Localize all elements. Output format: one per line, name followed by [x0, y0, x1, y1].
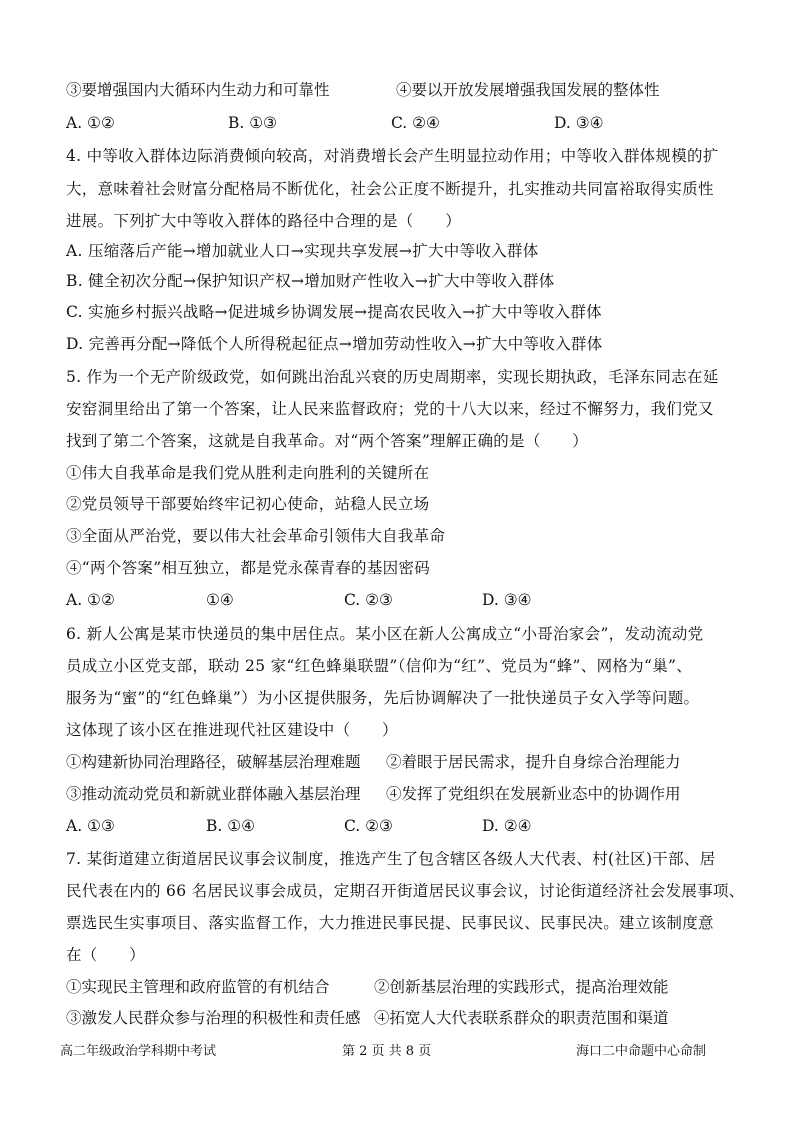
q6-option-c: C. ②③ [344, 817, 393, 835]
q4-option-b: B. 健全初次分配→保护知识产权→增加财产性收入→扩大中等收入群体 [66, 272, 555, 290]
footer-issuer: 海口二中命题中心命制 [576, 1044, 707, 1059]
q5-option-a: A. ①② [66, 591, 115, 609]
q5-stem-line-1: 5. 作为一个无产阶级政党，如何跳出治乱兴衰的历史周期率，实现长期执政，毛泽东同志在延 [66, 368, 719, 386]
footer-exam-title: 高二年级政治学科期中考试 [60, 1044, 217, 1059]
q6-stem-line-4: 这体现了该小区在推进现代社区建设中（ ） [66, 721, 398, 739]
q6-stem-line-1: 6. 新人公寓是某市快递员的集中居住点。某小区在新人公寓成立“小哥治家会”，发动流动党 [66, 625, 704, 643]
q6-statement-2: ②着眼于居民需求，提升自身综合治理能力 [386, 753, 681, 771]
q3-statement-4: ④要以开放发展增强我国发展的整体性 [396, 81, 660, 99]
q7-stem-line-4: 在（ ） [66, 946, 146, 964]
q3-option-d: D. ③④ [554, 114, 604, 132]
q7-stem-line-3: 票选民生实事项目、落实监督工作，大力推进民事民提、民事民议、民事民决。建立该制度意 [66, 914, 714, 932]
q3-option-b: B. ①③ [228, 114, 278, 132]
q4-stem-line-3: 进展。下列扩大中等收入群体的路径中合理的是（ ） [66, 212, 462, 230]
q5-option-c: C. ②③ [344, 591, 393, 609]
q3-option-c: C. ②④ [391, 114, 440, 132]
q6-stem-line-2: 员成立小区党支部，联动 25 家“红色蜂巢联盟”（信仰为“红”、党员为“蜂”、网格为“巢”、 [66, 657, 693, 675]
q7-stem-line-1: 7. 某街道建立街道居民议事会议制度，推选产生了包含辖区各级人大代表、村(社区)干部、居 [66, 850, 716, 868]
q7-stem-line-2: 民代表在内的 66 名居民议事会成员，定期召开街道居民议事会议，讨论街道经济社会发展事项、 [66, 882, 745, 900]
q7-statement-4: ④拓宽人大代表联系群众的职责范围和渠道 [374, 1009, 669, 1027]
q6-statement-3: ③推动流动党员和新就业群体融入基层治理 [66, 785, 361, 803]
q5-stem-line-2: 安窑洞里给出了第一个答案，让人民来监督政府；党的十八大以来，经过不懈努力，我们党又 [66, 400, 714, 418]
q6-statement-4: ④发挥了党组织在发展新业态中的协调作用 [386, 785, 681, 803]
q6-statement-1: ①构建新协同治理路径，破解基层治理难题 [66, 753, 361, 771]
q3-option-a: A. ①② [66, 114, 115, 132]
q6-option-b: B. ①④ [206, 817, 256, 835]
q5-statement-1: ①伟大自我革命是我们党从胜利走向胜利的关键所在 [66, 464, 430, 482]
q6-option-a: A. ①③ [66, 817, 115, 835]
q5-stem-line-3: 找到了第二个答案，这就是自我革命。对“两个答案”理解正确的是（ ） [66, 432, 589, 450]
q4-option-d: D. 完善再分配→降低个人所得税起征点→增加劳动性收入→扩大中等收入群体 [66, 335, 603, 353]
footer-page-number: 第 2 页 共 8 页 [342, 1044, 432, 1059]
page-footer [56, 1040, 736, 1060]
q6-stem-line-3: 服务为“蜜”的“红色蜂巢”）为小区提供服务，先后协调解决了一批快递员子女入学等问题。 [66, 689, 700, 707]
q4-stem-line-1: 4. 中等收入群体边际消费倾向较高，对消费增长会产生明显拉动作用；中等收入群体规模的扩 [66, 147, 719, 165]
q4-option-a: A. 压缩落后产能→增加就业人口→实现共享发展→扩大中等收入群体 [66, 242, 539, 260]
q4-option-c: C. 实施乡村振兴战略→促进城乡协调发展→提高农民收入→扩大中等收入群体 [66, 303, 602, 321]
q7-statement-1: ①实现民主管理和政府监管的有机结合 [66, 978, 330, 996]
q5-option-b: ①④ [206, 591, 234, 609]
q5-statement-3: ③全面从严治党，要以伟大社会革命引领伟大自我革命 [66, 527, 446, 545]
q7-statement-3: ③激发人民群众参与治理的积极性和责任感 [66, 1009, 361, 1027]
q5-option-d: D. ③④ [482, 591, 532, 609]
q6-option-d: D. ②④ [482, 817, 532, 835]
q5-statement-4: ④“两个答案”相互独立，都是党永葆青春的基因密码 [66, 559, 431, 577]
q7-statement-2: ②创新基层治理的实践形式，提高治理效能 [374, 978, 669, 996]
q3-statement-3: ③要增强国内大循环内生动力和可靠性 [66, 81, 330, 99]
q4-stem-line-2: 大，意味着社会财富分配格局不断优化，社会公正度不断提升，扎实推动共同富裕取得实质性 [66, 180, 714, 198]
q5-statement-2: ②党员领导干部要始终牢记初心使命，站稳人民立场 [66, 495, 430, 513]
